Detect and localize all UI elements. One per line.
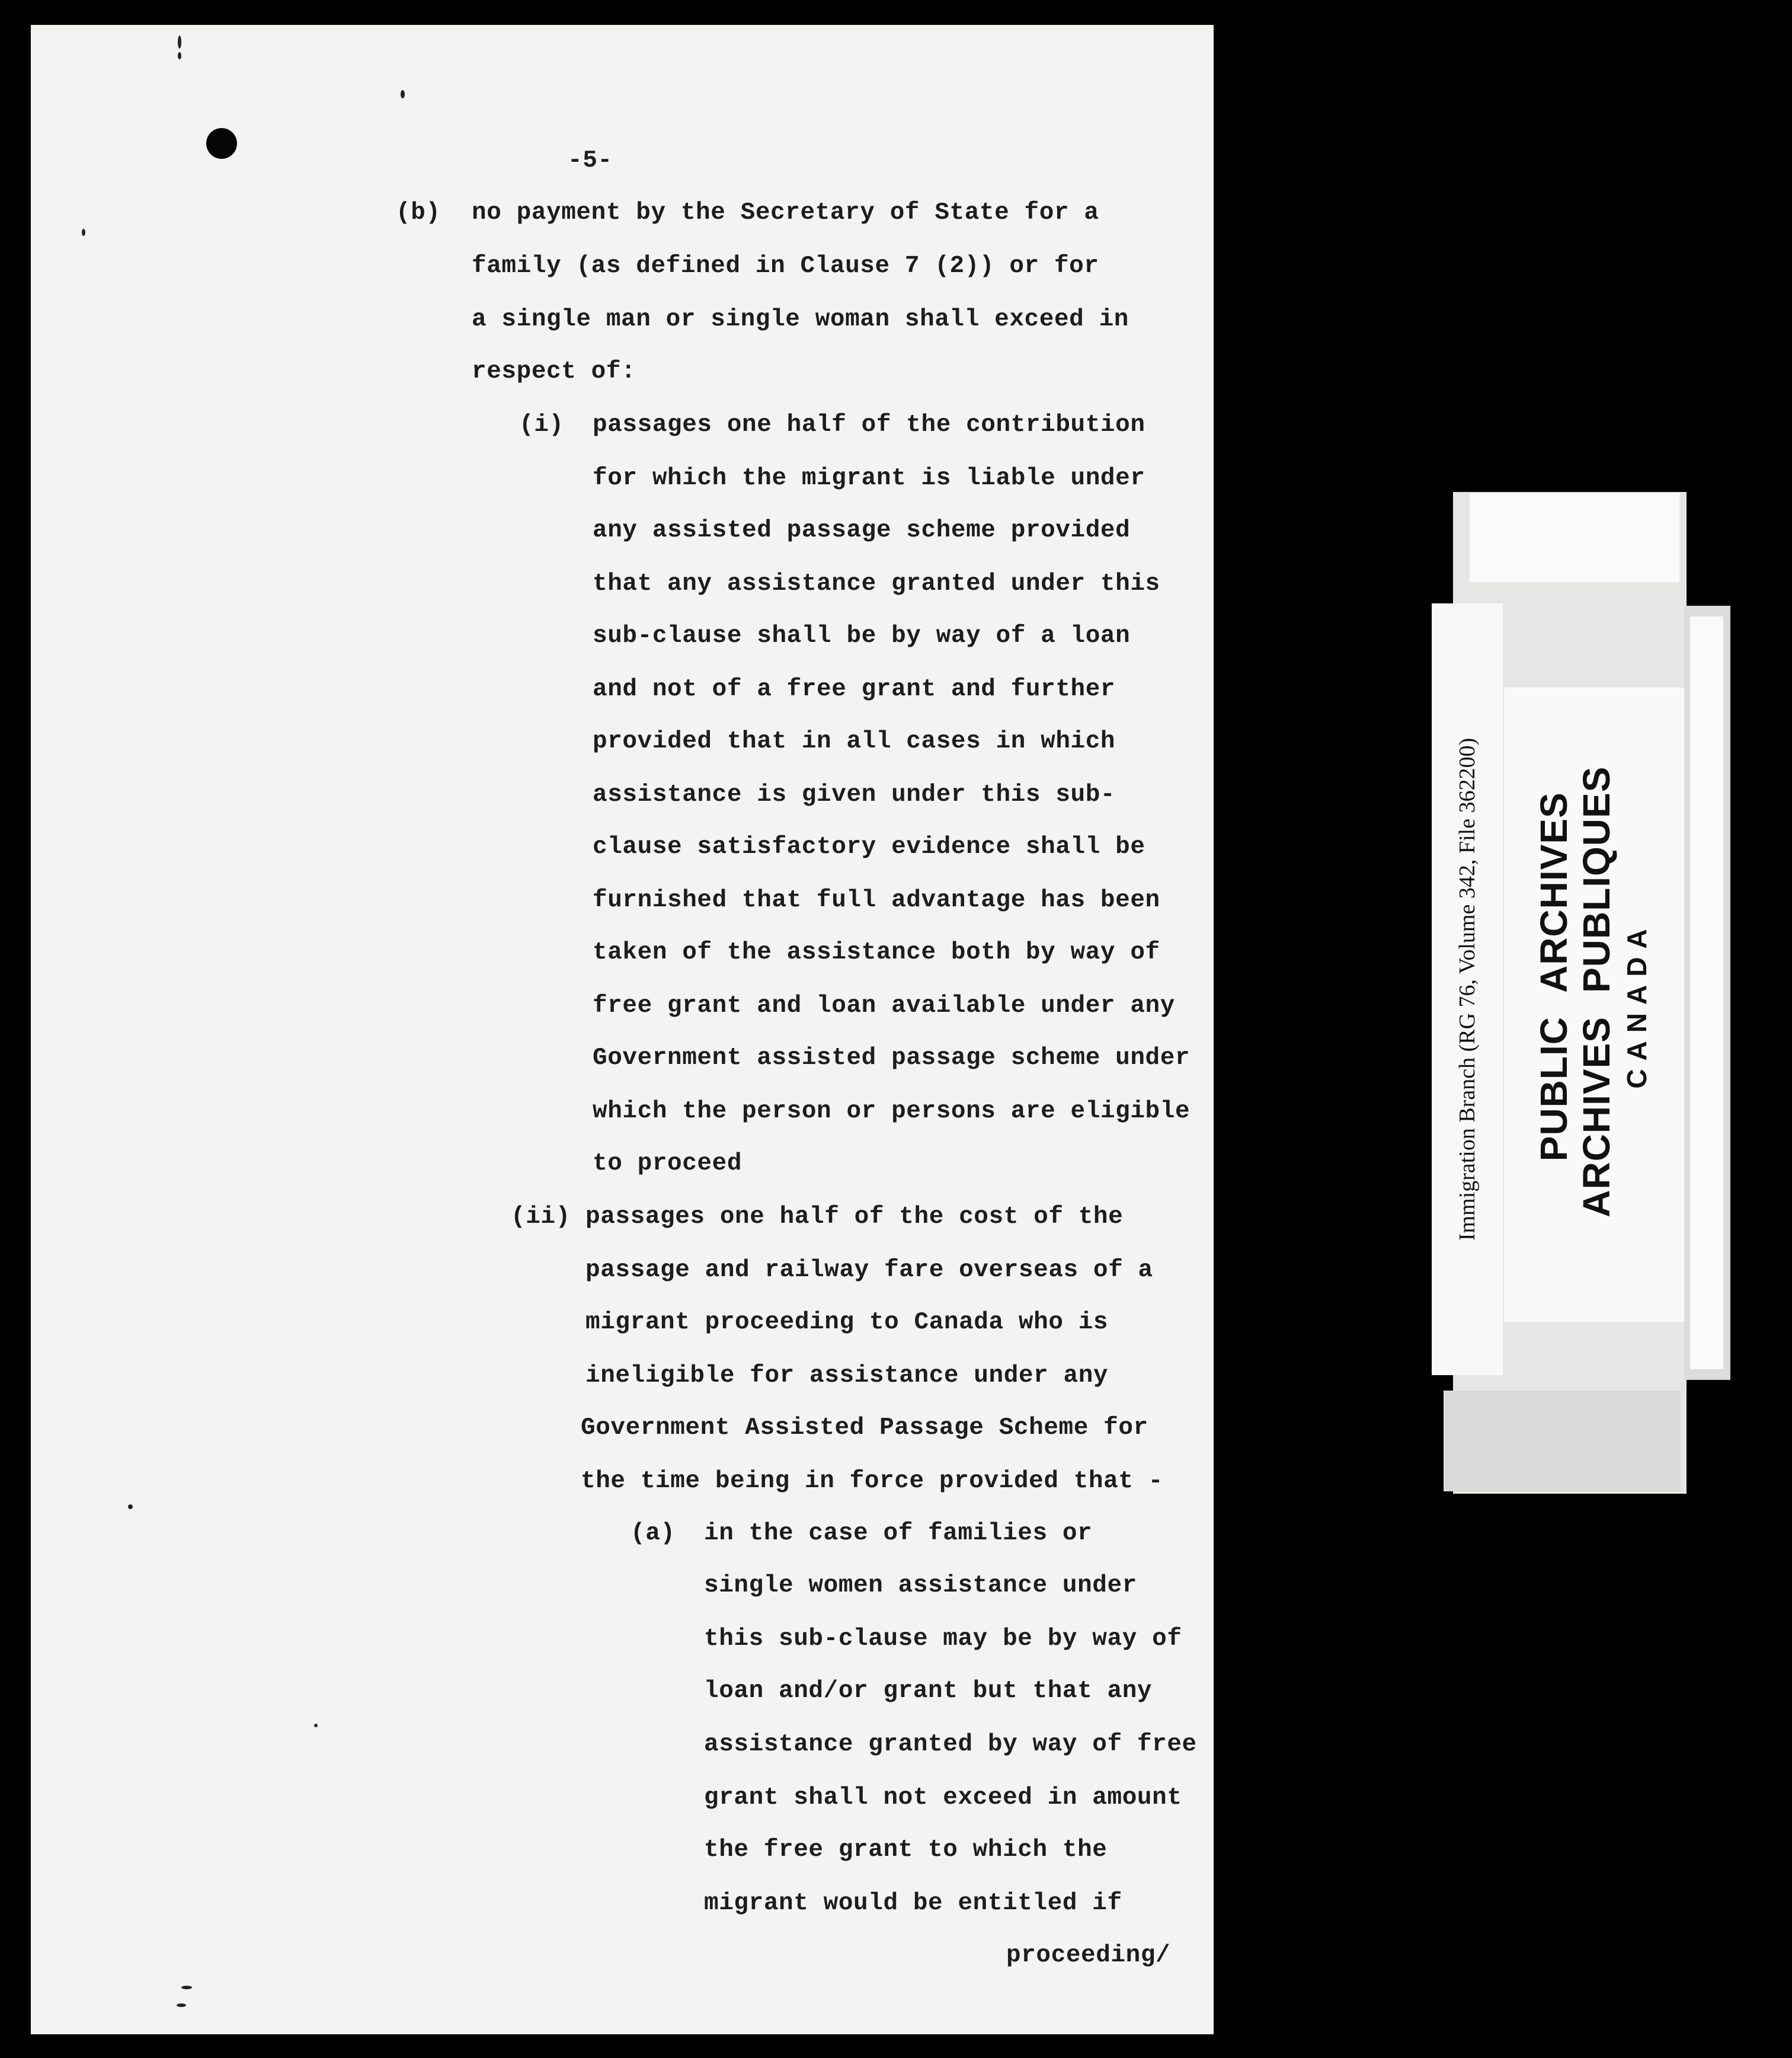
text-line: and not of a free grant and further — [593, 676, 1116, 703]
text-line: (a) — [631, 1520, 676, 1547]
text-line: (b) — [396, 199, 441, 226]
speck — [177, 2003, 186, 2007]
stamp-archives: ARCHIVES — [1532, 792, 1575, 993]
stamp-publiques: PUBLIQUES — [1575, 766, 1618, 993]
text-line: respect of: — [472, 358, 636, 385]
stamp-public: PUBLIC — [1532, 1017, 1575, 1162]
text-line: single women assistance under — [704, 1572, 1137, 1599]
text-line: family (as defined in Clause 7 (2)) or for — [472, 253, 1099, 280]
text-line: loan and/or grant but that any — [704, 1677, 1153, 1705]
text-line: for which the migrant is liable under — [593, 465, 1145, 492]
text-line: free grant and loan available under any — [593, 992, 1175, 1020]
archive-stamp-label — [1504, 688, 1684, 1322]
text-line: no payment by the Secretary of State for a — [472, 199, 1099, 226]
text-line: in the case of families or — [704, 1520, 1093, 1547]
archive-tag-side-face — [1690, 616, 1723, 1369]
archive-tag-top — [1470, 493, 1679, 582]
text-line: assistance is given under this sub- — [593, 781, 1116, 808]
text-line: provided that in all cases in which — [593, 728, 1116, 755]
text-line: migrant proceeding to Canada who is — [585, 1309, 1109, 1336]
speck — [401, 90, 405, 98]
speck — [128, 1504, 133, 1509]
text-line: migrant would be entitled if — [704, 1890, 1122, 1917]
text-line: any assisted passage scheme provided — [593, 517, 1131, 544]
speck — [181, 1986, 192, 1989]
stamp-archives-fr: ARCHIVES — [1575, 1017, 1618, 1217]
text-line: (ii) — [511, 1203, 571, 1231]
text-line: ineligible for assistance under any — [585, 1362, 1109, 1389]
text-line: the time being in force provided that - — [581, 1468, 1163, 1495]
text-line: furnished that full advantage has been — [593, 887, 1160, 914]
archive-stamp — [1532, 738, 1656, 1271]
archive-tag-bottom — [1444, 1391, 1681, 1491]
text-line: proceeding/ — [1006, 1942, 1171, 1969]
text-line: taken of the assistance both by way of — [593, 939, 1160, 966]
text-line: passages one half of the cost of the — [585, 1203, 1124, 1231]
text-line: the free grant to which the — [704, 1836, 1108, 1864]
speck — [314, 1724, 318, 1727]
text-line: clause satisfactory evidence shall be — [593, 833, 1145, 861]
speck — [82, 229, 85, 236]
punch-hole — [206, 128, 237, 159]
speck — [178, 36, 181, 49]
text-line: which the person or persons are eligible — [593, 1098, 1191, 1125]
text-line: Government assisted passage scheme under — [593, 1044, 1191, 1072]
text-line: passage and railway fare overseas of a — [585, 1257, 1153, 1284]
text-line: assistance granted by way of free — [704, 1731, 1197, 1758]
text-line: that any assistance granted under this — [593, 570, 1160, 597]
text-line: sub-clause shall be by way of a loan — [593, 622, 1131, 650]
text-line: Government Assisted Passage Scheme for — [581, 1414, 1148, 1442]
text-line: this sub-clause may be by way of — [704, 1625, 1182, 1653]
page-number: -5- — [568, 147, 613, 174]
text-line: grant shall not exceed in amount — [704, 1784, 1182, 1811]
speck — [178, 52, 181, 59]
text-line: (i) — [519, 411, 564, 439]
archive-reference-text: Immigration Branch (RG 76, Volume 342, File 362200) — [1455, 737, 1480, 1241]
archive-reference-label — [1432, 603, 1503, 1375]
text-line: passages one half of the contribution — [593, 411, 1145, 439]
text-line: to proceed — [593, 1150, 743, 1177]
stamp-canada: CANADA — [1621, 921, 1652, 1089]
text-line: a single man or single woman shall exceed in — [472, 306, 1129, 333]
